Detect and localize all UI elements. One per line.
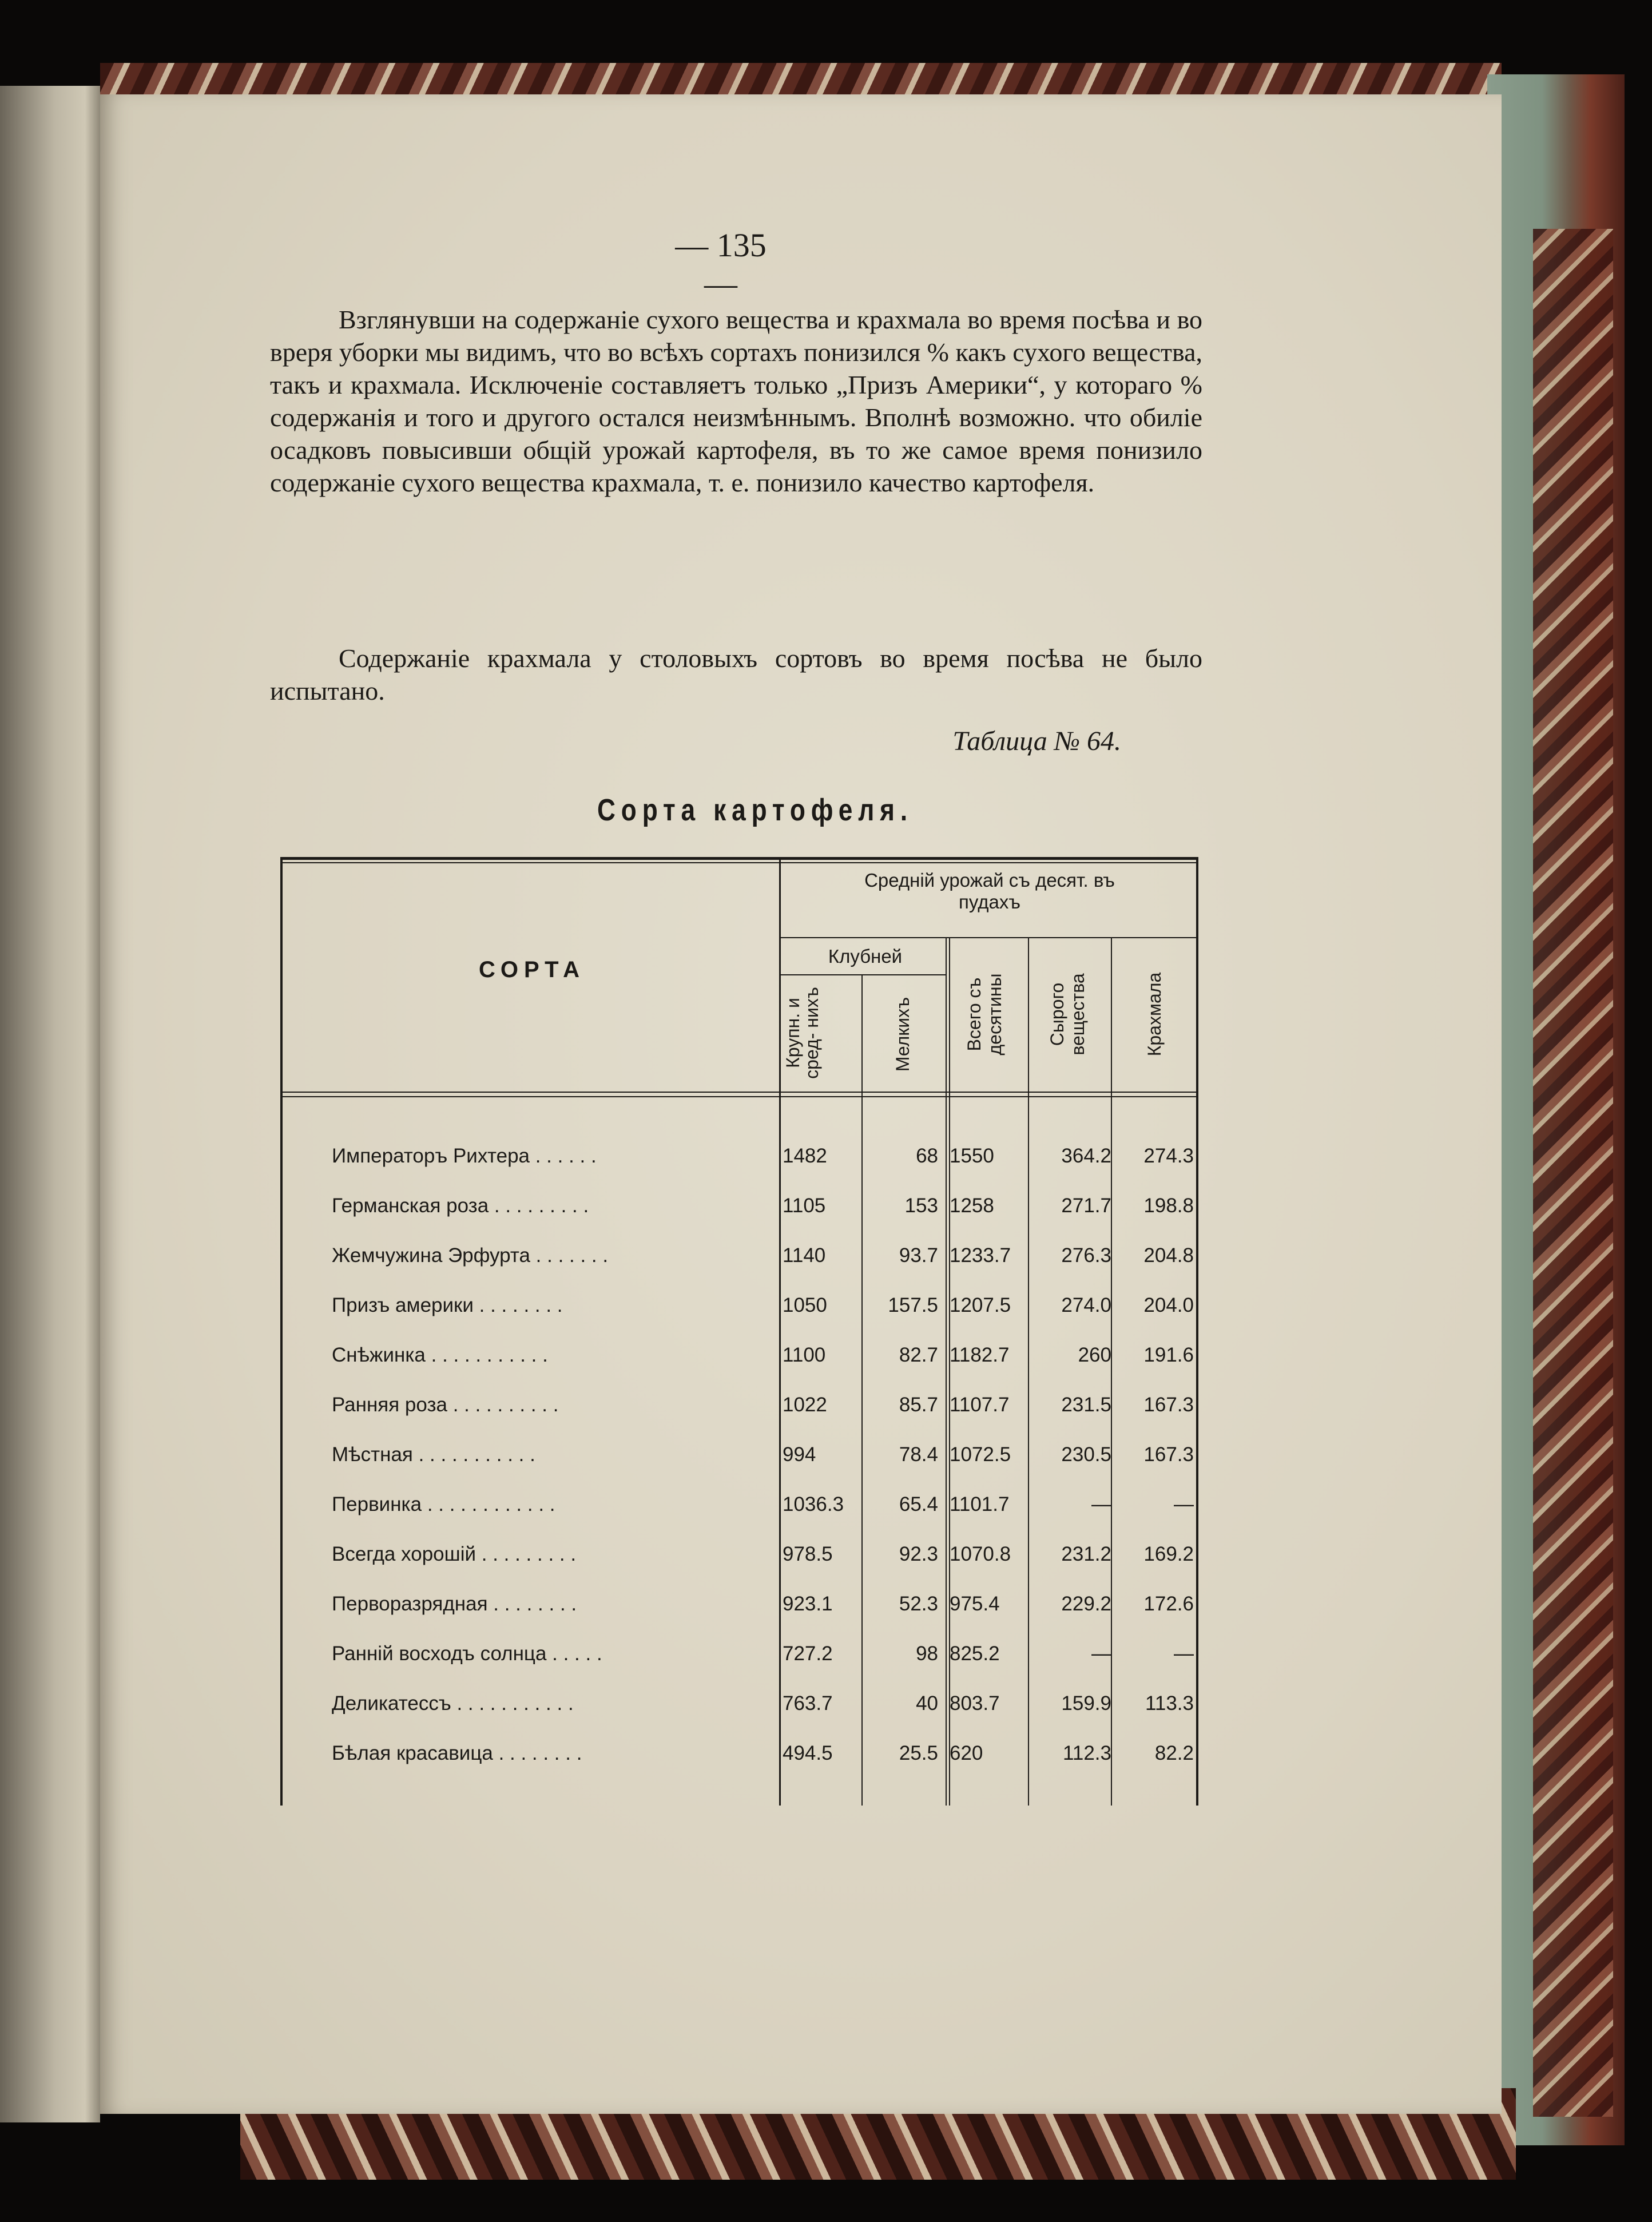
table-top-rule: [280, 857, 1198, 860]
table-row: [280, 1485, 1198, 1535]
cell-raw: 364.2: [1061, 1145, 1111, 1167]
cell-starch: —: [1174, 1493, 1194, 1515]
group-rule: [781, 937, 1198, 938]
sort-name: Ранняя роза . . . . . . . . . .: [332, 1394, 559, 1416]
table-row: [280, 1634, 1198, 1684]
cell-starch: 113.3: [1145, 1692, 1194, 1715]
cell-large: 978.5: [783, 1543, 833, 1565]
cell-total: 975.4: [950, 1593, 1000, 1615]
table-row: [280, 1336, 1198, 1386]
cell-starch: 169.2: [1143, 1543, 1194, 1565]
header-raw: Сырого вещества: [1047, 973, 1088, 1056]
cell-starch: —: [1174, 1642, 1194, 1665]
cell-total: 1550: [950, 1145, 994, 1167]
cell-large: 1482: [783, 1145, 827, 1167]
cell-starch: 274.3: [1143, 1145, 1194, 1167]
sort-name: Мѣстная . . . . . . . . . . .: [332, 1443, 535, 1466]
cell-large: 727.2: [783, 1642, 833, 1665]
cell-starch: 167.3: [1143, 1443, 1194, 1466]
cell-raw: 229.2: [1061, 1593, 1111, 1615]
cell-total: 1182.7: [950, 1344, 1010, 1366]
sort-name: Императоръ Рихтера . . . . . .: [332, 1145, 597, 1167]
header-tubers: Клубней: [828, 946, 903, 967]
cover-marbled-right: [1533, 229, 1613, 2117]
cell-small: 65.4: [899, 1493, 938, 1515]
table-row: [280, 1684, 1198, 1734]
sort-name: Снѣжинка . . . . . . . . . . .: [332, 1344, 548, 1366]
table-row: [280, 1535, 1198, 1585]
header-starch: Крахмала: [1144, 972, 1165, 1057]
cell-raw: 230.5: [1061, 1443, 1111, 1466]
cell-small: 92.3: [899, 1543, 938, 1565]
header-group: Средній урожай съ десят. въ пудахъ: [864, 870, 1115, 912]
cell-large: 1100: [783, 1344, 826, 1366]
sort-name: Бѣлая красавица . . . . . . . .: [332, 1742, 582, 1764]
cell-starch: 191.6: [1143, 1344, 1194, 1366]
cell-small: 25.5: [899, 1742, 938, 1764]
cell-total: 803.7: [950, 1692, 1000, 1715]
cell-large: 494.5: [783, 1742, 833, 1764]
table-caption: Таблица № 64.: [952, 726, 1121, 756]
left-page-edge: [0, 86, 100, 2122]
header-bottom-rule-2: [280, 1096, 1198, 1097]
cell-small: 85.7: [899, 1394, 938, 1416]
cell-large: 994: [783, 1443, 816, 1466]
cell-total: 620: [950, 1742, 983, 1764]
paragraph-2: Содержаніе крахмала у столовыхъ сортовъ во время посѣва не было испытано.: [270, 644, 1202, 705]
sort-name: Жемчужина Эрфурта . . . . . . .: [332, 1244, 609, 1267]
header-large: Крупн. и сред- нихъ: [783, 987, 822, 1079]
cell-small: 82.7: [899, 1344, 938, 1366]
cell-raw: 112.3: [1063, 1742, 1111, 1764]
cell-small: 78.4: [899, 1443, 938, 1466]
cell-small: 93.7: [899, 1244, 938, 1267]
cell-small: 52.3: [899, 1593, 938, 1615]
cell-large: 923.1: [783, 1593, 833, 1615]
cell-raw: 159.9: [1061, 1692, 1111, 1715]
cell-small: 98: [916, 1642, 938, 1665]
cell-large: 763.7: [783, 1692, 833, 1715]
cell-total: 1072.5: [950, 1443, 1011, 1466]
cell-starch: 82.2: [1154, 1742, 1194, 1764]
cell-small: 40: [916, 1692, 938, 1715]
cell-raw: 274.0: [1061, 1294, 1111, 1316]
page-number: — 135 —: [675, 227, 767, 302]
cell-total: 825.2: [950, 1642, 1000, 1665]
cell-starch: 204.8: [1143, 1244, 1194, 1267]
cell-large: 1036.3: [783, 1493, 844, 1515]
cell-total: 1107.7: [950, 1394, 1010, 1416]
cell-large: 1022: [783, 1394, 827, 1416]
cell-total: 1101.7: [950, 1493, 1010, 1515]
table-row: [280, 1286, 1198, 1336]
table-row: [280, 1137, 1198, 1187]
sort-name: Германская роза . . . . . . . . .: [332, 1195, 589, 1217]
cell-starch: 204.0: [1143, 1294, 1194, 1316]
table-body: [280, 1137, 1198, 1784]
cell-starch: 172.6: [1143, 1593, 1194, 1615]
header-total: Всего съ десятины: [964, 973, 1005, 1056]
sort-name: Ранній восходъ солнца . . . . .: [332, 1642, 602, 1665]
tubers-rule: [781, 974, 947, 975]
sort-name: Призъ америки . . . . . . . .: [332, 1294, 563, 1316]
cell-starch: 198.8: [1143, 1195, 1194, 1217]
table-row: [280, 1734, 1198, 1784]
table-row: [280, 1386, 1198, 1435]
cell-raw: 260: [1078, 1344, 1111, 1366]
table-top-rule-thin: [280, 862, 1198, 863]
table-title: Сорта картофеля.: [597, 793, 914, 827]
header-small: Мелкихъ: [892, 997, 913, 1072]
cell-large: 1105: [783, 1195, 826, 1217]
cell-raw: 231.5: [1061, 1394, 1111, 1416]
cell-total: 1070.8: [950, 1543, 1011, 1565]
cell-small: 157.5: [888, 1294, 938, 1316]
table-row: [280, 1187, 1198, 1236]
header-bottom-rule: [280, 1092, 1198, 1093]
cell-total: 1207.5: [950, 1294, 1011, 1316]
cell-raw: —: [1091, 1642, 1111, 1665]
cell-raw: 276.3: [1061, 1244, 1111, 1267]
sort-name: Первинка . . . . . . . . . . . .: [332, 1493, 555, 1515]
cell-small: 153: [904, 1195, 938, 1217]
table-row: [280, 1435, 1198, 1485]
cell-large: 1050: [783, 1294, 827, 1316]
header-sorts: СОРТА: [479, 957, 585, 982]
cell-raw: —: [1091, 1493, 1111, 1515]
cell-total: 1258: [950, 1195, 994, 1217]
table-row: [280, 1236, 1198, 1286]
sort-name: Деликатессъ . . . . . . . . . . .: [332, 1692, 574, 1715]
paragraph-1: Взглянувши на содержаніе сухого вещества и крахмала во время посѣва и во вреря уборки мы видимъ, что во всѣхъ сортахъ понизился % какъ сухого вещества, такъ и крахмала. Исключеніе составляетъ только „Призъ Америки“, у котораго % содержанія и того и другого остался неизмѣннымъ. Вполнѣ возможно. что обиліе осадковъ повысивши общій урожай картофеля, въ то же самое время понизило содержаніе сухого вещества крахмала, т. е. понизило качество картофеля.: [270, 305, 1202, 497]
cell-raw: 231.2: [1061, 1543, 1111, 1565]
cell-total: 1233.7: [950, 1244, 1011, 1267]
cell-starch: 167.3: [1143, 1394, 1194, 1416]
cell-raw: 271.7: [1061, 1195, 1111, 1217]
sort-name: Перворазрядная . . . . . . . .: [332, 1593, 577, 1615]
cell-large: 1140: [783, 1244, 826, 1267]
table-row: [280, 1585, 1198, 1634]
cell-small: 68: [916, 1145, 938, 1167]
sort-name: Всегда хорошій . . . . . . . . .: [332, 1543, 577, 1565]
